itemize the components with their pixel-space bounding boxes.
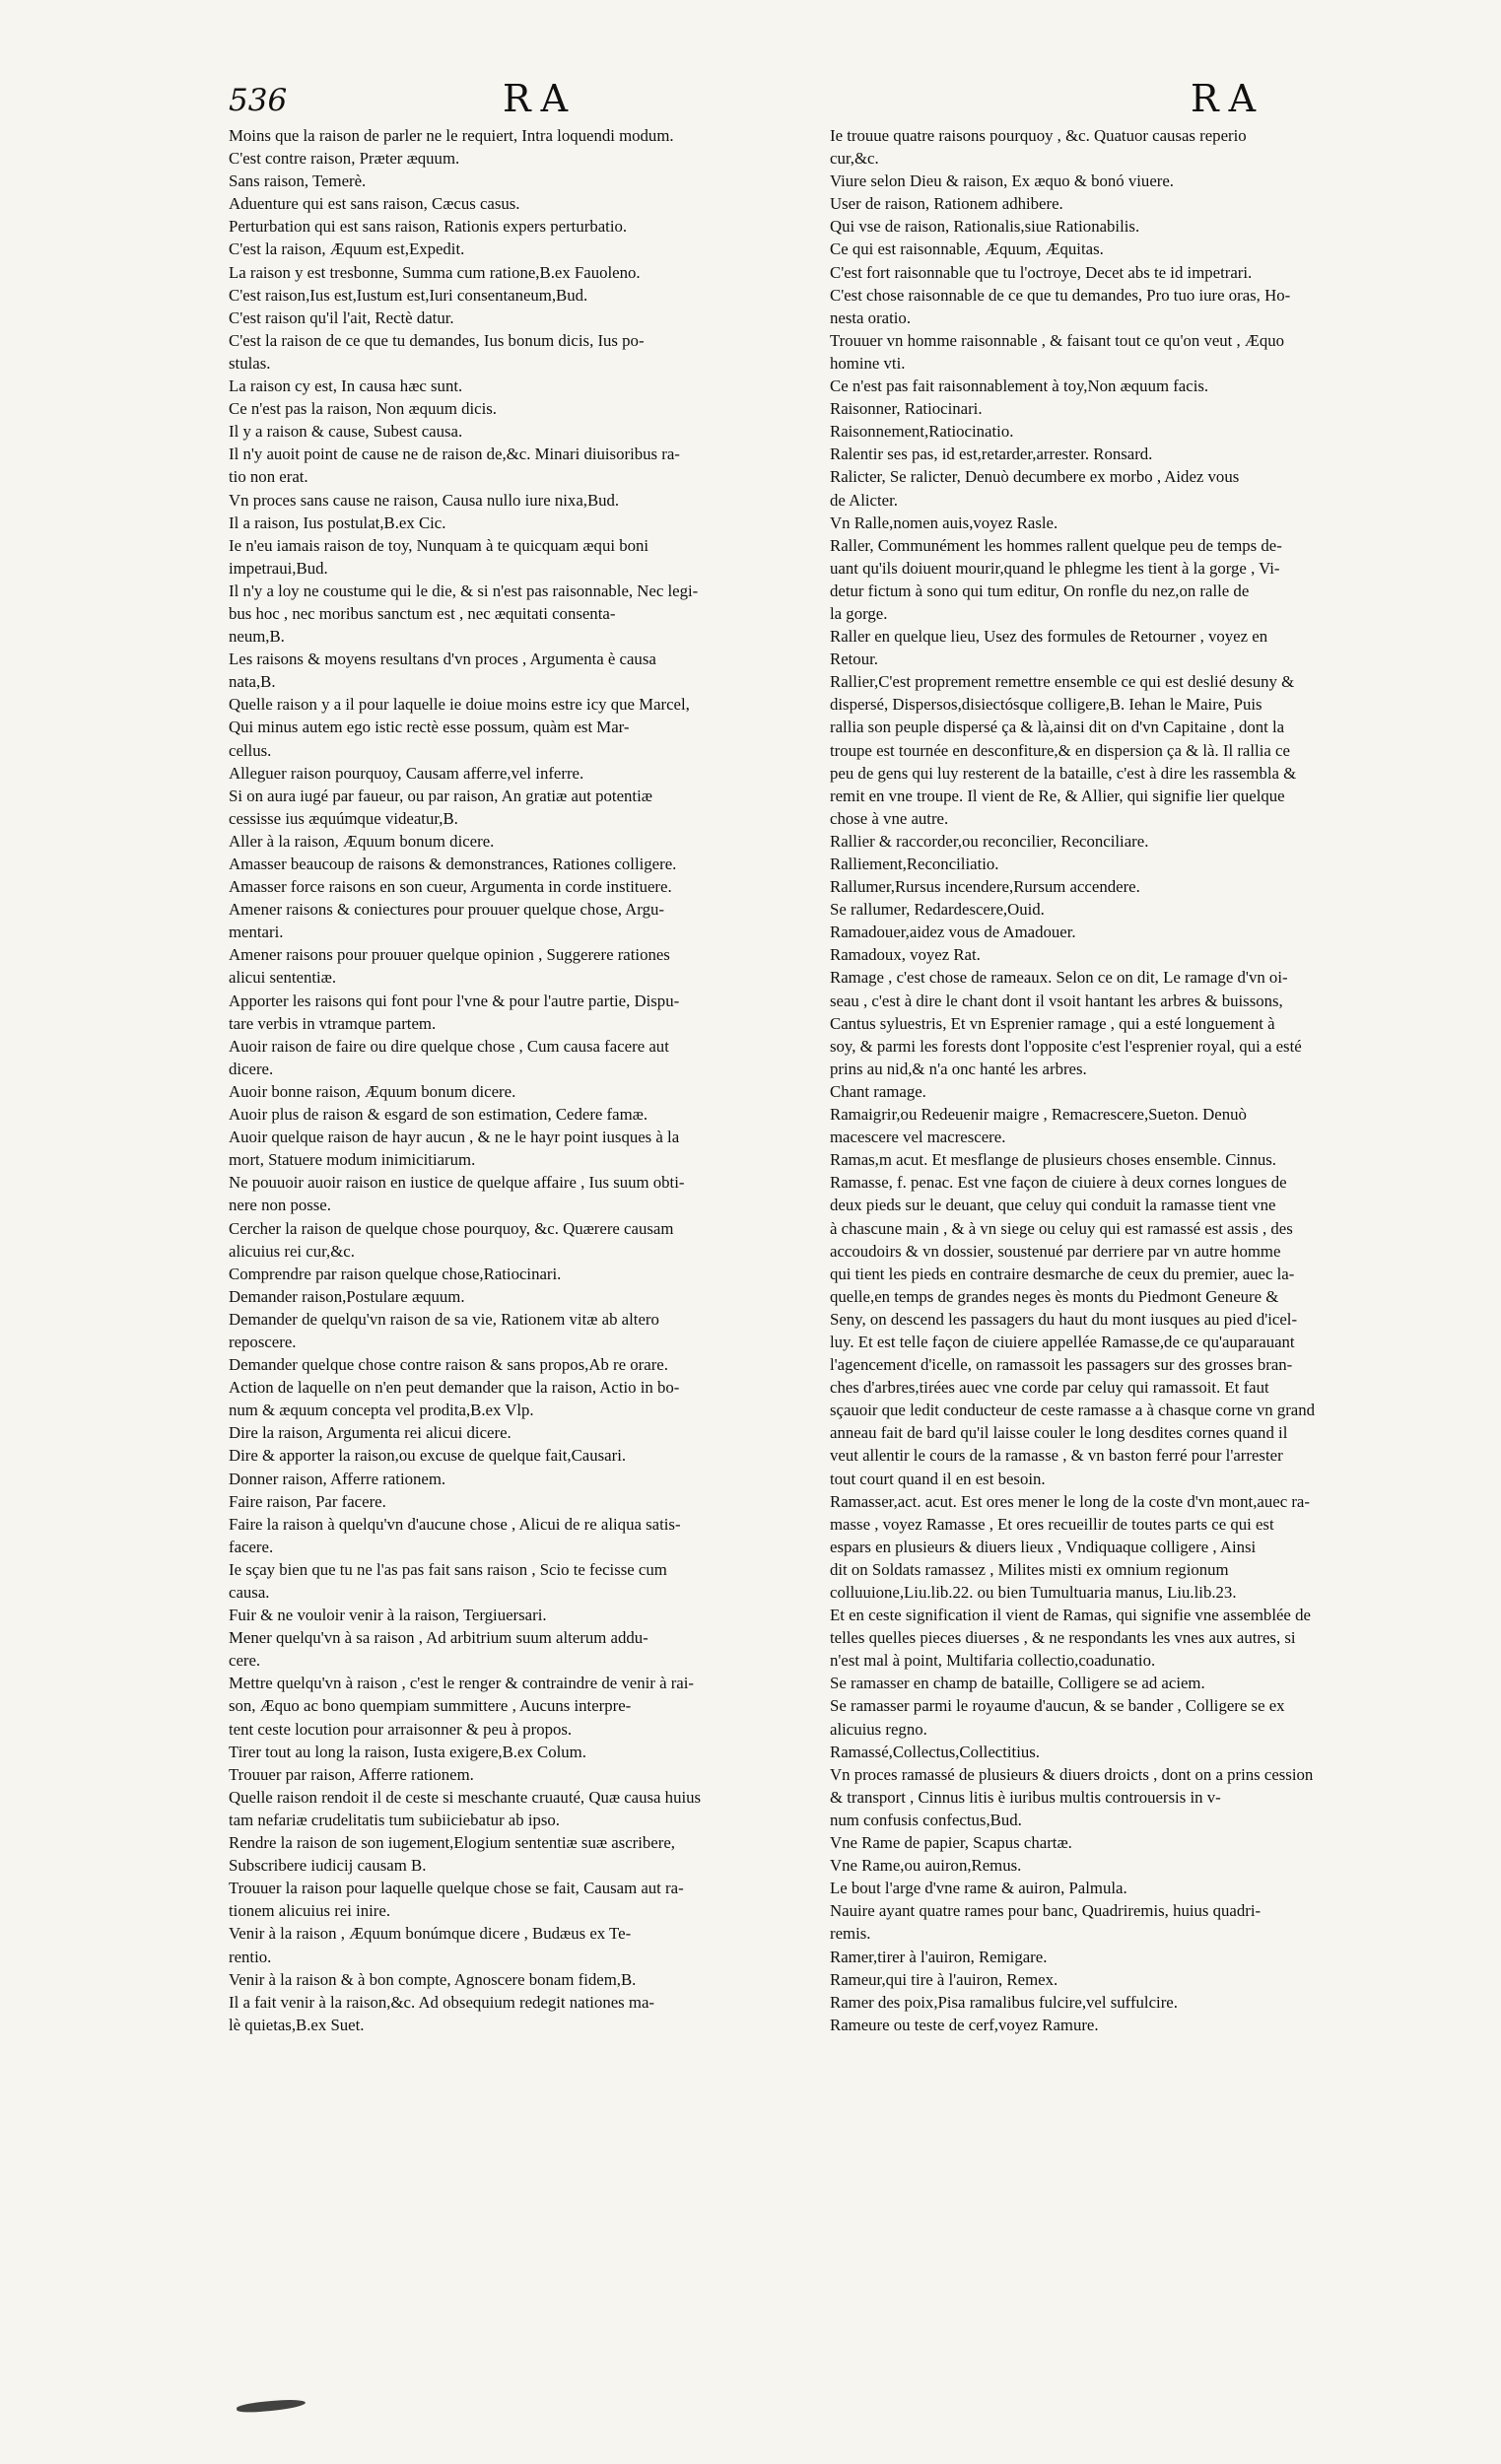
dictionary-line: Raisonner, Ratiocinari.: [830, 399, 983, 419]
dictionary-line: bus hoc , nec moribus sanctum est , nec æquitati consenta-: [229, 603, 616, 623]
dictionary-line: nesta oratio.: [830, 308, 912, 327]
dictionary-line: à chascune main , & à vn siege ou celuy qui est ramassé est assis , des: [830, 1218, 1293, 1238]
dictionary-line: Vn proces ramassé de plusieurs & diuers droicts , dont on a prins cession: [830, 1764, 1314, 1784]
dictionary-line: macescere vel macrescere.: [830, 1128, 1006, 1147]
dictionary-line: mort, Statuere modum inimicitiarum.: [229, 1150, 476, 1170]
dictionary-line: Il n'y a loy ne coustume qui le die, & si n'est pas raisonnable, Nec legi-: [229, 581, 699, 600]
running-head-right: RA: [1191, 77, 1266, 120]
dictionary-line: reposcere.: [229, 1332, 297, 1351]
page-number: 536: [229, 83, 288, 118]
dictionary-line: La raison y est tresbonne, Summa cum ratione,B.ex Fauoleno.: [229, 262, 641, 282]
dictionary-line: detur fictum à sono qui tum editur, On ronfle du nez,on ralle de: [830, 581, 1250, 600]
dictionary-line: Il y a raison & cause, Subest causa.: [229, 422, 463, 442]
dictionary-line: Dire la raison, Argumenta rei alicui dicere.: [229, 1423, 512, 1443]
dictionary-line: Ce qui est raisonnable, Æquum, Æquitas.: [830, 240, 1104, 259]
dictionary-line: Vne Rame,ou auiron,Remus.: [830, 1856, 1022, 1876]
dictionary-line: Quelle raison rendoit il de ceste si meschante cruauté, Quæ causa huius: [229, 1787, 702, 1807]
dictionary-line: Action de laquelle on n'en peut demander que la raison, Actio in bo-: [229, 1378, 680, 1398]
dictionary-line: Il n'y auoit point de cause ne de raison de,&c. Minari diuisoribus ra-: [229, 445, 680, 464]
dictionary-line: Auoir quelque raison de hayr aucun , & ne le hayr point iusques à la: [229, 1128, 680, 1147]
dictionary-line: Il a fait venir à la raison,&c. Ad obsequium redegit nationes ma-: [229, 1992, 654, 2012]
running-head-left: RA: [503, 77, 579, 120]
dictionary-line: alicui sententiæ.: [229, 968, 337, 988]
dictionary-line: Ramassé,Collectus,Collectitius.: [830, 1742, 1041, 1761]
dictionary-line: Demander quelque chose contre raison & sans propos,Ab re orare.: [229, 1355, 668, 1375]
dictionary-line: C'est raison,Ius est,Iustum est,Iuri consentaneum,Bud.: [229, 285, 588, 305]
dictionary-line: Trouuer par raison, Afferre rationem.: [229, 1764, 474, 1784]
dictionary-line: homine vti.: [830, 353, 906, 373]
dictionary-line: causa.: [229, 1583, 270, 1602]
dictionary-line: Amasser force raisons en son cueur, Argumenta in corde instituere.: [229, 877, 672, 897]
dictionary-line: C'est chose raisonnable de ce que tu demandes, Pro tuo iure oras, Ho-: [830, 285, 1291, 305]
dictionary-line: Donner raison, Afferre rationem.: [229, 1469, 446, 1488]
dictionary-line: mentari.: [229, 923, 284, 942]
dictionary-line: luy. Et est telle façon de ciuiere appellée Ramasse,de ce qu'auparauant: [830, 1332, 1295, 1351]
dictionary-line: de Alicter.: [830, 490, 898, 510]
dictionary-line: Aller à la raison, Æquum bonum dicere.: [229, 831, 495, 851]
dictionary-line: Vn Ralle,nomen auis,voyez Rasle.: [830, 513, 1058, 532]
dictionary-line: Ie trouue quatre raisons pourquoy , &c. Quatuor causas reperio: [830, 126, 1247, 145]
dictionary-line: veut allentir le cours de la ramasse , & vn baston ferré pour l'arrester: [830, 1446, 1283, 1466]
dictionary-line: Auoir raison de faire ou dire quelque chose , Cum causa facere aut: [229, 1036, 669, 1056]
dictionary-line: Subscribere iudicij causam B.: [229, 1856, 427, 1876]
dictionary-line: chose à vne autre.: [830, 808, 949, 828]
dictionary-line: Aduenture qui est sans raison, Cæcus casus.: [229, 194, 520, 214]
dictionary-line: C'est la raison, Æquum est,Expedit.: [229, 240, 465, 259]
dictionary-line: remis.: [830, 1924, 871, 1944]
dictionary-line: quelle,en temps de grandes neges ès monts du Piedmont Geneure &: [830, 1286, 1279, 1306]
dictionary-line: Faire la raison à quelqu'vn d'aucune chose , Alicui de re aliqua satis-: [229, 1514, 681, 1534]
dictionary-line: ches d'arbres,tirées auec vne corde par celuy qui ramassoit. Et faut: [830, 1378, 1269, 1398]
dictionary-line: Rallier & raccorder,ou reconcilier, Reconciliare.: [830, 831, 1149, 851]
dictionary-line: C'est la raison de ce que tu demandes, Ius bonum dicis, Ius po-: [229, 330, 645, 350]
dictionary-line: masse , voyez Ramasse , Et ores recueillir de toutes parts ce qui est: [830, 1514, 1274, 1534]
dictionary-line: Raller, Communément les hommes rallent quelque peu de temps de-: [830, 535, 1282, 555]
dictionary-line: tio non erat.: [229, 467, 308, 487]
dictionary-line: tout court quand il en est besoin.: [830, 1469, 1046, 1488]
dictionary-line: Se ramasser parmi le royaume d'aucun, & se bander , Colligere se ex: [830, 1696, 1285, 1716]
dictionary-line: Ralliement,Reconciliatio.: [830, 855, 999, 873]
dictionary-line: Rameur,qui tire à l'auiron, Remex.: [830, 1969, 1058, 1989]
dictionary-line: Le bout l'arge d'vne rame & auiron, Palmula.: [830, 1879, 1127, 1898]
dictionary-line: Se ramasser en champ de bataille, Colligere se ad aciem.: [830, 1674, 1205, 1693]
dictionary-line: Venir à la raison , Æquum bonúmque dicere , Budæus ex Te-: [229, 1924, 632, 1944]
dictionary-line: Ie n'eu iamais raison de toy, Nunquam à te quicquam æqui boni: [229, 535, 649, 555]
dictionary-line: Amener raisons pour prouuer quelque opinion , Suggerere rationes: [229, 945, 670, 965]
dictionary-line: Raisonnement,Ratiocinatio.: [830, 422, 1014, 442]
dictionary-line: espars en plusieurs & diuers lieux , Vndiquaque colligere , Ainsi: [830, 1537, 1257, 1556]
dictionary-line: Ramasse, f. penac. Est vne façon de ciuiere à deux cornes longues de: [830, 1173, 1287, 1193]
dictionary-line: Ramer des poix,Pisa ramalibus fulcire,vel suffulcire.: [830, 1992, 1178, 2012]
dictionary-line: telles quelles pieces diuerses , & ne respondants les vnes aux autres, si: [830, 1628, 1296, 1648]
left-column: [229, 124, 790, 2036]
dictionary-line: dicere.: [229, 1059, 274, 1078]
dictionary-line: nata,B.: [229, 672, 276, 692]
dictionary-line: tionem alicuius rei inire.: [229, 1901, 391, 1921]
dictionary-line: Ramadouer,aidez vous de Amadouer.: [830, 923, 1076, 942]
dictionary-line: Ramer,tirer à l'auiron, Remigare.: [830, 1947, 1048, 1966]
dictionary-line: Si on aura iugé par faueur, ou par raison, An gratiæ aut potentiæ: [229, 786, 652, 805]
dictionary-line: colluuione,Liu.lib.22. ou bien Tumultuaria manus, Liu.lib.23.: [830, 1583, 1237, 1602]
dictionary-line: Et en ceste signification il vient de Ramas, qui signifie vne assemblée de: [830, 1606, 1311, 1625]
dictionary-line: Cantus syluestris, Et vn Esprenier ramage , qui a esté longuement à: [830, 1013, 1275, 1033]
dictionary-line: Fuir & ne vouloir venir à la raison, Tergiuersari.: [229, 1606, 547, 1625]
dictionary-line: Moins que la raison de parler ne le requiert, Intra loquendi modum.: [229, 126, 674, 145]
dictionary-line: remit en vne troupe. Il vient de Re, & Allier, qui signifie lier quelque: [830, 786, 1285, 805]
dictionary-line: cellus.: [229, 740, 272, 760]
dictionary-line: son, Æquo ac bono quempiam summittere , Aucuns interpre-: [229, 1696, 632, 1716]
dictionary-line: La raison cy est, In causa hæc sunt.: [229, 376, 463, 396]
dictionary-line: tent ceste locution pour arraisonner & peu à propos.: [229, 1719, 573, 1739]
dictionary-line: n'est mal à point, Multifaria collectio,coadunatio.: [830, 1651, 1156, 1671]
dictionary-line: Vne Rame de papier, Scapus chartæ.: [830, 1833, 1072, 1853]
ink-smudge: [237, 2397, 307, 2414]
dictionary-line: Ce n'est pas la raison, Non æquum dicis.: [229, 399, 497, 419]
dictionary-line: stulas.: [229, 353, 271, 373]
dictionary-line: Tirer tout au long la raison, Iusta exigere,B.ex Colum.: [229, 1742, 586, 1761]
dictionary-line: l'agencement d'icelle, on ramassoit les passagers sur des grosses bran-: [830, 1355, 1293, 1375]
dictionary-line: Mener quelqu'vn à sa raison , Ad arbitrium suum alterum addu-: [229, 1628, 648, 1648]
dictionary-line: Les raisons & moyens resultans d'vn proces , Argumenta è causa: [229, 650, 656, 669]
dictionary-line: troupe est tournée en desconfiture,& en dispersion ça & là. Il rallia ce: [830, 740, 1290, 760]
dictionary-line: Amener raisons & coniectures pour prouuer quelque chose, Argu-: [229, 900, 664, 920]
dictionary-line: Perturbation qui est sans raison, Rationis expers perturbatio.: [229, 217, 628, 237]
dictionary-line: Ralicter, Se ralicter, Denuò decumbere ex morbo , Aidez vous: [830, 467, 1240, 487]
dictionary-line: Sans raison, Temerè.: [229, 171, 367, 191]
dictionary-line: Raller en quelque lieu, Usez des formules de Retourner , voyez en: [830, 627, 1268, 647]
dictionary-line: facere.: [229, 1537, 274, 1556]
dictionary-line: Ramasser,act. acut. Est ores mener le long de la coste d'vn mont,auec ra-: [830, 1491, 1310, 1511]
dictionary-line: prins au nid,& n'a onc hanté les arbres.: [830, 1059, 1087, 1078]
dictionary-line: Rallumer,Rursus incendere,Rursum accendere.: [830, 877, 1140, 897]
dictionary-line: Mettre quelqu'vn à raison , c'est le renger & contraindre de venir à rai-: [229, 1674, 694, 1693]
dictionary-line: C'est contre raison, Præter æquum.: [229, 149, 460, 169]
dictionary-line: rallia son peuple dispersé ça & là,ainsi dit on d'vn Capitaine , dont la: [830, 718, 1285, 737]
dictionary-line: Ramas,m acut. Et mesflange de plusieurs choses ensemble. Cinnus.: [830, 1150, 1276, 1170]
dictionary-line: rentio.: [229, 1947, 272, 1966]
dictionary-line: tare verbis in vtramque partem.: [229, 1013, 437, 1033]
dictionary-line: Chant ramage.: [830, 1081, 926, 1101]
dictionary-line: cur,&c.: [830, 149, 879, 169]
dictionary-line: & transport , Cinnus litis è iuribus multis controuersis in v-: [830, 1787, 1221, 1807]
dictionary-line: Ramaigrir,ou Redeuenir maigre , Remacrescere,Sueton. Denuò: [830, 1105, 1247, 1125]
dictionary-line: uant qu'ils doiuent mourir,quand le phlegme les tient à la gorge , Vi-: [830, 558, 1280, 578]
dictionary-line: Se rallumer, Redardescere,Ouid.: [830, 900, 1045, 920]
dictionary-line: lè quietas,B.ex Suet.: [229, 2015, 365, 2034]
dictionary-line: tam nefariæ crudelitatis tum subiiciebatur ab ipso.: [229, 1810, 561, 1829]
dictionary-line: Il a raison, Ius postulat,B.ex Cic.: [229, 513, 446, 532]
dictionary-line: Qui minus autem ego istic rectè esse possum, quàm est Mar-: [229, 718, 630, 737]
dictionary-line: Rendre la raison de son iugement,Elogium sententiæ suæ ascribere,: [229, 1833, 675, 1853]
dictionary-line: anneau fait de bard qu'il laisse couler le long desdites cornes quand il: [830, 1423, 1288, 1443]
dictionary-line: impetraui,Bud.: [229, 558, 328, 578]
dictionary-line: Seny, on descend les passagers du haut du mont iusques au pied d'icel-: [830, 1309, 1298, 1329]
dictionary-line: deux pieds sur le deuant, que celuy qui conduit la ramasse tient vne: [830, 1196, 1276, 1215]
dictionary-line: num confusis confectus,Bud.: [830, 1810, 1022, 1829]
dictionary-line: Apporter les raisons qui font pour l'vne & pour l'autre partie, Dispu-: [229, 991, 680, 1010]
dictionary-line: Ie sçay bien que tu ne l'as pas fait sans raison , Scio te fecisse cum: [229, 1559, 667, 1579]
dictionary-line: soy, & parmi les forests dont l'opposite c'est l'esprenier royal, qui a esté: [830, 1036, 1302, 1056]
dictionary-line: accoudoirs & vn dossier, soustenué par derriere par vn autre homme: [830, 1241, 1281, 1261]
dictionary-line: Viure selon Dieu & raison, Ex æquo & bonó viuere.: [830, 171, 1175, 191]
dictionary-line: Quelle raison y a il pour laquelle ie doiue moins estre icy que Marcel,: [229, 695, 690, 715]
dictionary-line: Rameure ou teste de cerf,voyez Ramure.: [830, 2015, 1099, 2034]
dictionary-line: cessisse ius æquúmque videatur,B.: [229, 808, 458, 828]
dictionary-line: Ne pouuoir auoir raison en iustice de quelque affaire , Ius suum obti-: [229, 1173, 685, 1193]
dictionary-line: Trouuer vn homme raisonnable , & faisant tout ce qu'on veut , Æquo: [830, 330, 1285, 350]
dictionary-line: Ramadoux, voyez Rat.: [830, 945, 981, 965]
dictionary-line: Auoir bonne raison, Æquum bonum dicere.: [229, 1081, 516, 1101]
dictionary-line: Faire raison, Par facere.: [229, 1491, 386, 1511]
dictionary-line: Ramage , c'est chose de rameaux. Selon ce on dit, Le ramage d'vn oi-: [830, 968, 1288, 988]
dictionary-line: Qui vse de raison, Rationalis,siue Rationabilis.: [830, 217, 1140, 237]
dictionary-line: C'est raison qu'il l'ait, Rectè datur.: [229, 308, 454, 327]
dictionary-line: neum,B.: [229, 627, 285, 647]
right-column: [830, 124, 1419, 2036]
dictionary-line: Venir à la raison & à bon compte, Agnoscere bonam fidem,B.: [229, 1969, 637, 1989]
dictionary-line: dit on Soldats ramassez , Milites misti ex omnium regionum: [830, 1559, 1229, 1579]
dictionary-line: peu de gens qui luy resterent de la bataille, c'est à dire les rassembla &: [830, 763, 1297, 783]
dictionary-line: la gorge.: [830, 603, 888, 623]
dictionary-line: Comprendre par raison quelque chose,Ratiocinari.: [229, 1264, 562, 1283]
dictionary-line: C'est fort raisonnable que tu l'octroye, Decet abs te id impetrari.: [830, 262, 1253, 282]
dictionary-line: nere non posse.: [229, 1196, 331, 1215]
dictionary-line: Cercher la raison de quelque chose pourquoy, &c. Quærere causam: [229, 1218, 674, 1238]
dictionary-line: Amasser beaucoup de raisons & demonstrances, Rationes colligere.: [229, 855, 677, 873]
dictionary-line: sçauoir que ledit conducteur de ceste ramasse a à chasque corne vn grand: [830, 1401, 1316, 1420]
dictionary-line: Demander raison,Postulare æquum.: [229, 1286, 465, 1306]
dictionary-line: Ce n'est pas fait raisonnablement à toy,Non æquum facis.: [830, 376, 1209, 396]
dictionary-line: Nauire ayant quatre rames pour banc, Quadriremis, huius quadri-: [830, 1901, 1262, 1921]
dictionary-line: alicuius regno.: [830, 1719, 927, 1739]
dictionary-line: qui tient les pieds en contraire desmarche de ceux du premier, auec la-: [830, 1264, 1295, 1283]
dictionary-line: cere.: [229, 1651, 261, 1671]
dictionary-line: num & æquum concepta vel prodita,B.ex Vlp.: [229, 1401, 534, 1420]
dictionary-line: Rallier,C'est proprement remettre ensemble ce qui est deslié desuny &: [830, 672, 1295, 692]
dictionary-line: Retour.: [830, 650, 878, 669]
dictionary-line: Trouuer la raison pour laquelle quelque chose se fait, Causam aut ra-: [229, 1879, 684, 1898]
dictionary-line: Demander de quelqu'vn raison de sa vie, Rationem vitæ ab altero: [229, 1309, 659, 1329]
dictionary-line: seau , c'est à dire le chant dont il vsoit hantant les arbres & buissons,: [830, 991, 1283, 1010]
dictionary-line: Auoir plus de raison & esgard de son estimation, Cedere famæ.: [229, 1105, 648, 1125]
dictionary-line: dispersé, Dispersos,disiectósque colligere,B. Iehan le Maire, Puis: [830, 695, 1262, 715]
dictionary-line: Vn proces sans cause ne raison, Causa nullo iure nixa,Bud.: [229, 490, 620, 510]
dictionary-line: Ralentir ses pas, id est,retarder,arrester. Ronsard.: [830, 445, 1153, 464]
dictionary-line: alicuius rei cur,&c.: [229, 1241, 355, 1261]
dictionary-line: Alleguer raison pourquoy, Causam afferre,vel inferre.: [229, 763, 584, 783]
dictionary-line: User de raison, Rationem adhibere.: [830, 194, 1063, 214]
dictionary-line: Dire & apporter la raison,ou excuse de quelque fait,Causari.: [229, 1446, 627, 1466]
